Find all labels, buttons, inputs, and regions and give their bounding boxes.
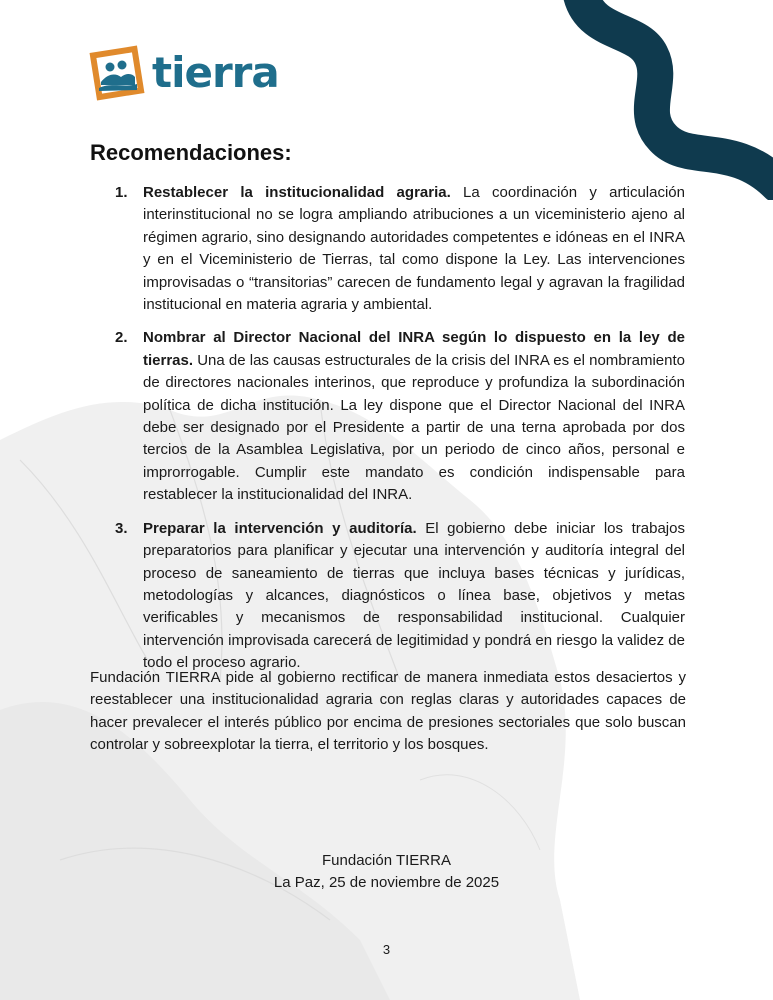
recommendation-number: 1. bbox=[115, 184, 128, 201]
recommendation-item bbox=[115, 182, 685, 316]
recommendation-title: Preparar la intervención y auditoría. bbox=[143, 519, 417, 537]
signature-block bbox=[0, 850, 773, 894]
recommendation-number: 2. bbox=[115, 329, 128, 347]
recommendation-body: Una de las causas estructurales de la crisis del INRA es el nombramiento de directores nacionales interinos, que reproduce y profundiza la subordinación política de dicha institución. La ley dispone que el Director Nacional del INRA debe ser designado por el Presidente a partir de una terna aprobada por dos tercios de la Asamblea Legislativa, por un periodo de cinco años, personal e improrrogable. Cumplir este mandato es condición indispensable para restablecer la institucionalidad del INRA. bbox=[143, 351, 685, 504]
recommendation-text bbox=[143, 327, 685, 506]
tierra-logo bbox=[88, 44, 279, 102]
recommendation-item bbox=[115, 327, 685, 506]
recommendation-body: La coordinación y articulación interinstitucional no se logra ampliando atribuciones a un viceministerio ajeno al régimen agrario, sino designando autoridades competentes e idóneas en el INRA y en el Viceministerio de Tierras, tal como dispone la Ley. Las intervenciones improvisadas o “transitorias” carecen de fundamento legal y agravan la fragilidad institucional en materia agraria y ambiental. bbox=[143, 184, 685, 314]
page-title: Recomendaciones: bbox=[90, 140, 292, 165]
logo-text: tierra bbox=[152, 48, 279, 97]
recommendation-item bbox=[115, 518, 685, 675]
signature-organization: Fundación TIERRA bbox=[322, 852, 451, 869]
recommendation-text bbox=[143, 182, 685, 316]
recommendations-list bbox=[115, 182, 685, 686]
decorative-wave bbox=[563, 0, 773, 200]
signature-place-date: La Paz, 25 de noviembre de 2025 bbox=[273, 874, 500, 891]
recommendation-number: 3. bbox=[115, 519, 128, 537]
page-number: 3 bbox=[382, 942, 391, 957]
recommendation-title: Nombrar al Director Nacional del INRA según lo dispuesto en la ley de tierras. bbox=[143, 329, 685, 369]
closing-paragraph: Fundación TIERRA pide al gobierno rectificar de manera inmediata estos desaciertos y reestablecer una institucionalidad agraria con reglas claras y autoridades capaces de hacer prevalecer el interés público por encima de presiones sectoriales que solo buscan controlar y sobreexplotar la tierra, el territorio y los bosques. bbox=[90, 669, 686, 754]
recommendation-body: El gobierno debe iniciar los trabajos preparatorios para planificar y ejecutar una intervención y auditoría integral del proceso de saneamiento de tierras que incluya bases técnicas y jurídicas, metodologías y alcances, diagnósticos o línea base, objetivos y metas verificables y mecanismos de responsabilidad institucional. Cualquier intervención improvisada carecerá de legitimidad y pondrá en riesgo la validez de todo el proceso agrario. bbox=[143, 519, 685, 672]
recommendation-text bbox=[143, 518, 685, 675]
recommendation-title: Restablecer la institucionalidad agraria. bbox=[143, 184, 451, 201]
logo-mark-icon bbox=[88, 44, 146, 102]
